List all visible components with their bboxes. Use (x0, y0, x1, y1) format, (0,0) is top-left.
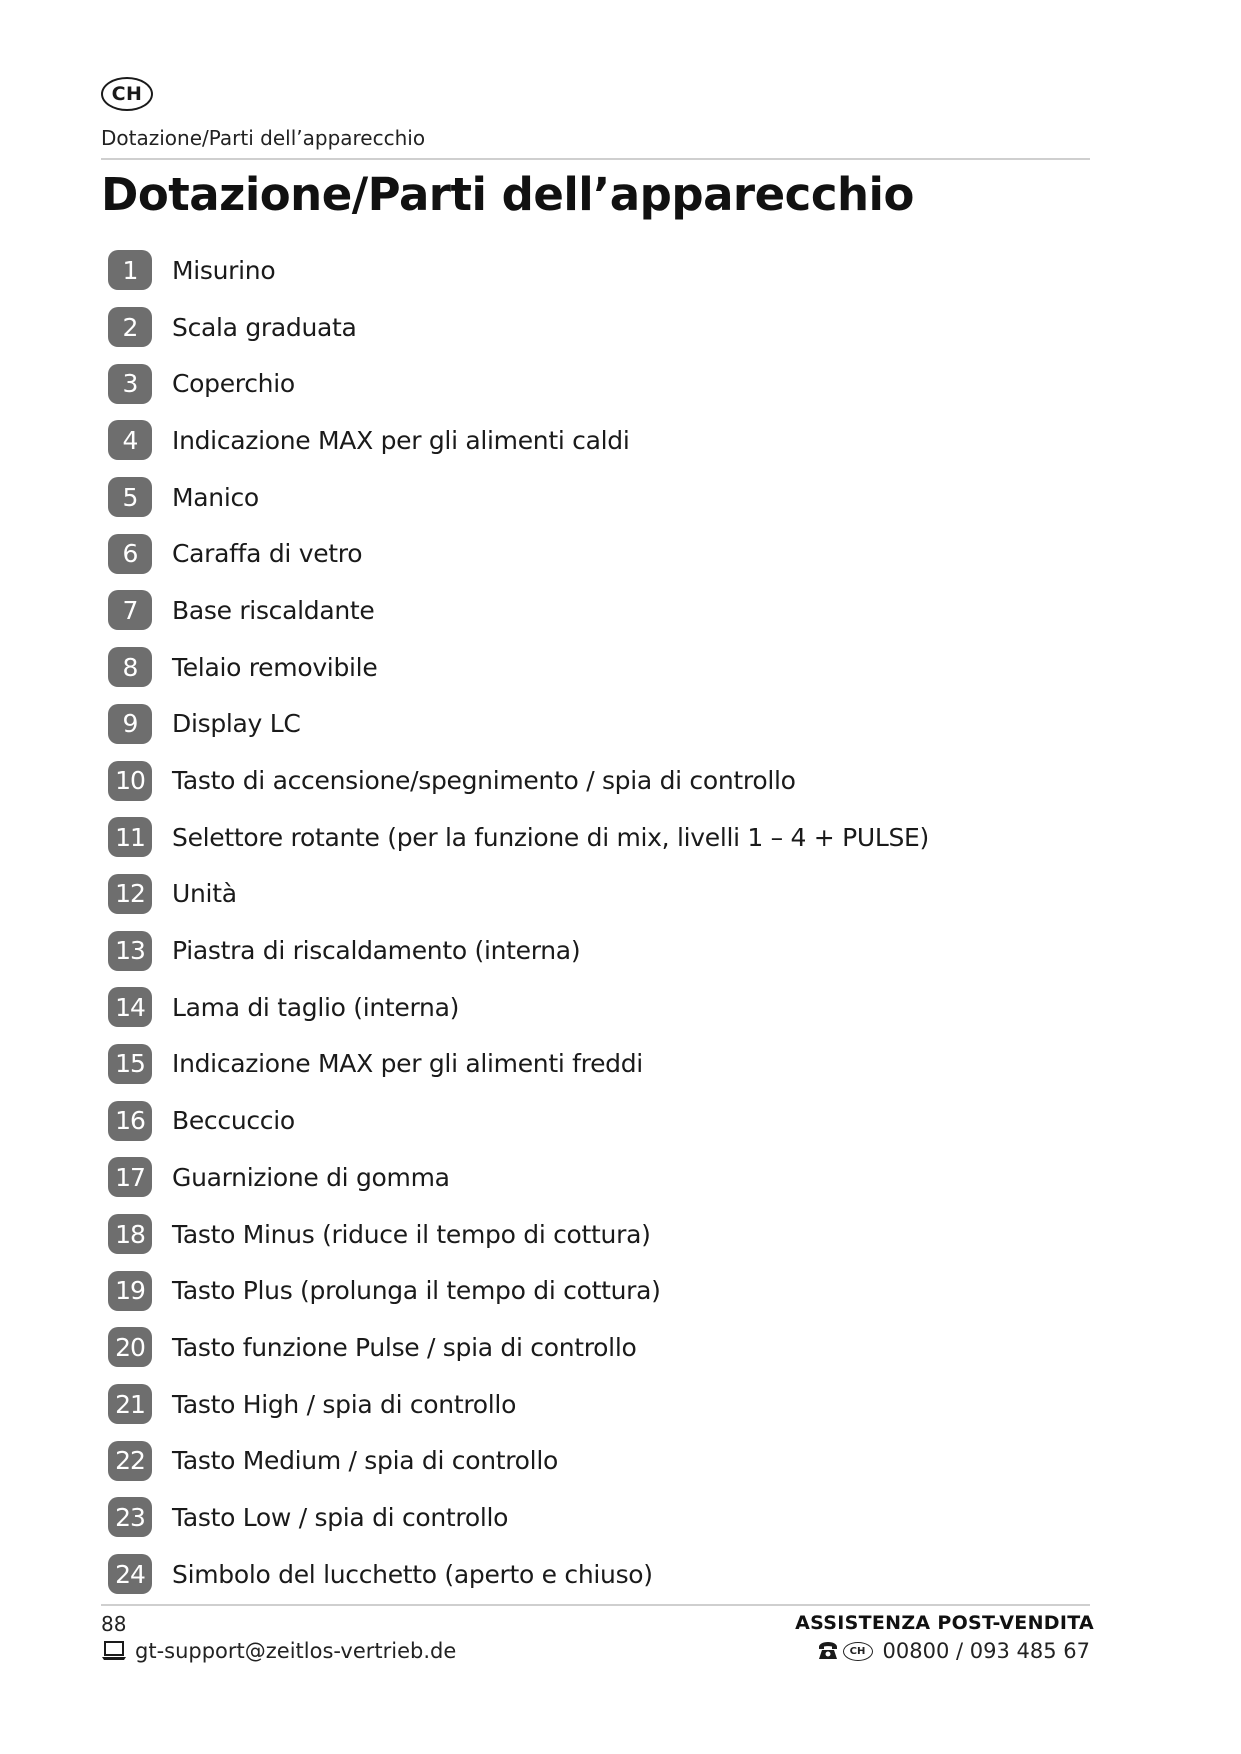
part-label: Indicazione MAX per gli alimenti caldi (172, 425, 630, 455)
page-number: 88 (101, 1612, 127, 1636)
list-item (108, 809, 929, 866)
running-header: Dotazione/Parti dell’apparecchio (101, 126, 426, 150)
part-label: Tasto Plus (prolunga il tempo di cottura) (172, 1276, 661, 1306)
list-item (108, 1036, 929, 1093)
part-number-badge: 18 (108, 1214, 152, 1254)
list-item (108, 696, 929, 753)
list-item (108, 1376, 929, 1433)
phone-icon (817, 1641, 839, 1661)
list-item (108, 299, 929, 356)
part-label: Tasto Low / spia di controllo (172, 1502, 509, 1532)
list-item (108, 979, 929, 1036)
part-number-badge: 4 (108, 420, 152, 460)
part-number-badge: 1 (108, 250, 152, 290)
part-number-badge: 13 (108, 931, 152, 971)
part-label: Scala graduata (172, 312, 357, 342)
country-badge: CH (101, 77, 153, 111)
part-number-badge: 5 (108, 477, 152, 517)
part-label: Tasto Minus (riduce il tempo di cottura) (172, 1219, 651, 1249)
list-item (108, 412, 929, 469)
list-item (108, 1262, 929, 1319)
list-item (108, 1092, 929, 1149)
list-item (108, 752, 929, 809)
part-number-badge: 9 (108, 704, 152, 744)
list-item (108, 1489, 929, 1546)
part-label: Lama di taglio (interna) (172, 992, 460, 1022)
part-number-badge: 22 (108, 1441, 152, 1481)
page-title: Dotazione/Parti dell’apparecchio (101, 168, 914, 221)
part-label: Selettore rotante (per la funzione di mix, livelli 1 – 4 + PULSE) (172, 822, 929, 852)
laptop-icon (101, 1640, 127, 1662)
footer-divider (101, 1604, 1090, 1606)
country-mini-badge: CH (843, 1642, 873, 1661)
part-label: Tasto High / spia di controllo (172, 1389, 517, 1419)
part-label: Coperchio (172, 369, 295, 399)
list-item (108, 242, 929, 299)
list-item (108, 639, 929, 696)
part-number-badge: 6 (108, 534, 152, 574)
part-number-badge: 14 (108, 987, 152, 1027)
part-label: Simbolo del lucchetto (aperto e chiuso) (172, 1559, 653, 1589)
part-number-badge: 2 (108, 307, 152, 347)
parts-list (108, 242, 929, 1603)
part-number-badge: 15 (108, 1044, 152, 1084)
part-label: Misurino (172, 255, 276, 285)
part-label: Piastra di riscaldamento (interna) (172, 936, 581, 966)
part-label: Manico (172, 482, 259, 512)
part-number-badge: 7 (108, 590, 152, 630)
part-label: Telaio removibile (172, 652, 378, 682)
part-label: Caraffa di vetro (172, 539, 363, 569)
email-address[interactable]: gt-support@zeitlos-vertrieb.de (135, 1639, 457, 1663)
list-item (108, 525, 929, 582)
part-label: Display LC (172, 709, 301, 739)
part-number-badge: 20 (108, 1327, 152, 1367)
part-label: Base riscaldante (172, 595, 375, 625)
list-item (108, 355, 929, 412)
part-label: Guarnizione di gomma (172, 1162, 450, 1192)
list-item (108, 582, 929, 639)
service-phone (817, 1639, 1090, 1663)
part-number-badge: 24 (108, 1554, 152, 1594)
service-title: ASSISTENZA POST-VENDITA (795, 1612, 1094, 1634)
part-label: Tasto Medium / spia di controllo (172, 1446, 558, 1476)
part-label: Unità (172, 879, 237, 909)
list-item (108, 1149, 929, 1206)
list-item (108, 1546, 929, 1603)
part-number-badge: 19 (108, 1271, 152, 1311)
header-divider (101, 158, 1090, 160)
list-item (108, 1319, 929, 1376)
list-item (108, 866, 929, 923)
list-item (108, 922, 929, 979)
part-number-badge: 23 (108, 1497, 152, 1537)
part-label: Indicazione MAX per gli alimenti freddi (172, 1049, 643, 1079)
part-number-badge: 10 (108, 761, 152, 801)
part-number-badge: 17 (108, 1157, 152, 1197)
part-label: Beccuccio (172, 1106, 295, 1136)
support-email (101, 1639, 456, 1663)
part-number-badge: 16 (108, 1101, 152, 1141)
part-label: Tasto di accensione/spegnimento / spia di controllo (172, 766, 796, 796)
part-number-badge: 12 (108, 874, 152, 914)
phone-number: 00800 / 093 485 67 (882, 1639, 1090, 1663)
part-number-badge: 8 (108, 647, 152, 687)
list-item (108, 469, 929, 526)
part-number-badge: 11 (108, 817, 152, 857)
part-number-badge: 21 (108, 1384, 152, 1424)
part-label: Tasto funzione Pulse / spia di controllo (172, 1332, 637, 1362)
part-number-badge: 3 (108, 364, 152, 404)
list-item (108, 1206, 929, 1263)
list-item (108, 1432, 929, 1489)
